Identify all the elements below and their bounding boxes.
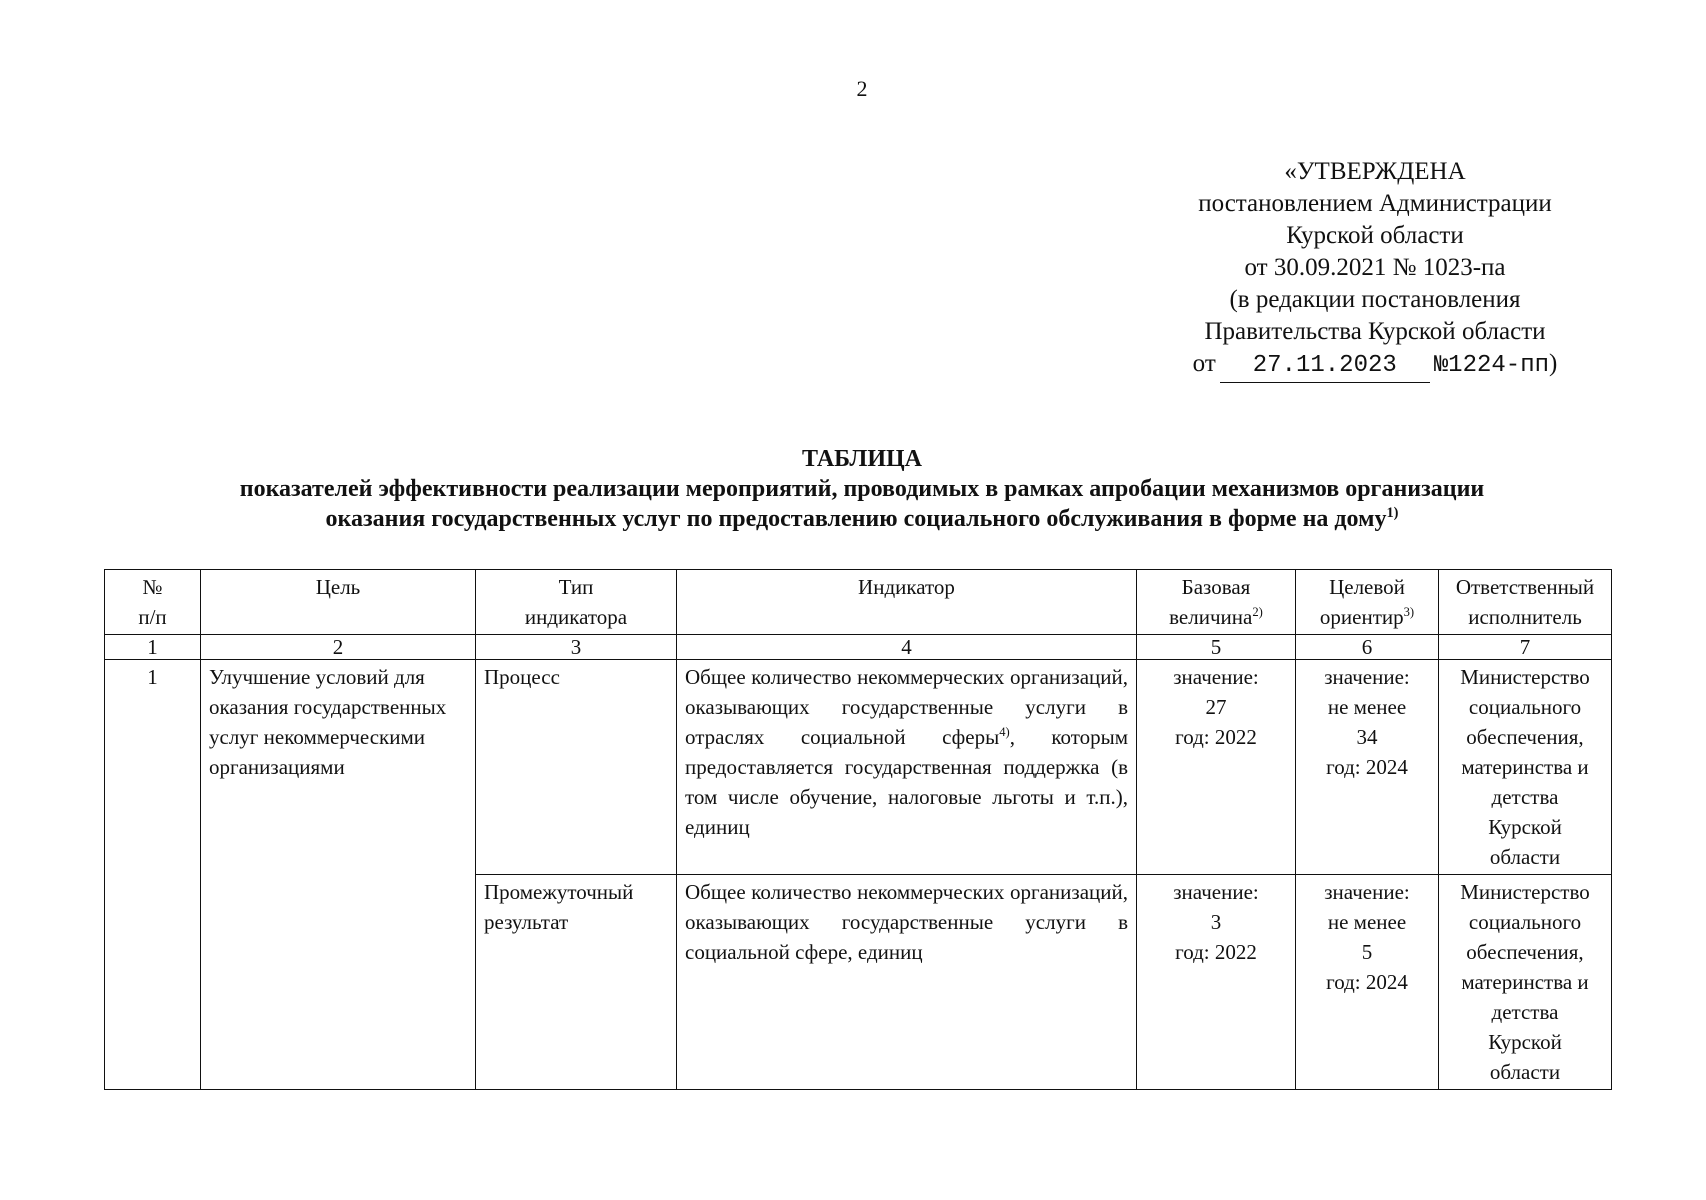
approval-line-5: (в редакции постановления <box>1229 286 1521 313</box>
title-subtitle-line-1: показателей эффективности реализации мероприятий, проводимых в рамках апробации механизмов организации <box>239 476 1485 502</box>
responsible-cell: Министерство социального обеспечения, материнства и детства Курской области <box>1439 875 1612 1090</box>
row-number: 1 <box>105 660 201 1090</box>
approval-line-4: от 30.09.2021 № 1023-па <box>1244 254 1506 281</box>
target-value-cell: значение: не менее 5 год: 2024 <box>1296 875 1439 1090</box>
approval-line-6: Правительства Курской области <box>1204 318 1546 345</box>
approval-number-value: №1224-пп <box>1433 352 1549 379</box>
base-value-cell: значение: 3 год: 2022 <box>1137 875 1296 1090</box>
column-number: 3 <box>476 635 677 660</box>
header-type: Тип индикатора <box>476 570 677 635</box>
indicators-table <box>104 569 1612 1090</box>
column-number: 4 <box>677 635 1137 660</box>
target-value-cell: значение: не менее 34 год: 2024 <box>1296 660 1439 875</box>
table-row <box>105 660 1612 875</box>
title-subtitle-line-2-text: оказания государственных услуг по предоставлению социального обслуживания в форме на дому <box>325 506 1387 532</box>
header-indicator: Индикатор <box>677 570 1137 635</box>
column-number: 1 <box>105 635 201 660</box>
header-num: № п/п <box>105 570 201 635</box>
title-heading: ТАБЛИЦА <box>802 446 922 472</box>
approval-closing: ) <box>1549 350 1558 377</box>
page-number: 2 <box>856 76 868 101</box>
header-goal: Цель <box>201 570 476 635</box>
indicator-type-cell: Промежуточный результат <box>476 875 677 1090</box>
base-value-cell: значение: 27 год: 2022 <box>1137 660 1296 875</box>
column-number: 6 <box>1296 635 1439 660</box>
header-responsible: Ответственный исполнитель <box>1439 570 1612 635</box>
column-number: 2 <box>201 635 476 660</box>
table-header-row <box>105 570 1612 635</box>
approval-line-2: постановлением Администрации <box>1198 190 1552 217</box>
responsible-cell: Министерство социального обеспечения, материнства и детства Курской области <box>1439 660 1612 875</box>
approval-line-1: «УТВЕРЖДЕНА <box>1284 158 1466 185</box>
indicator-cell: Общее количество некоммерческих организаций, оказывающих государственные услуги в отраслях социальной сферы$^{4)}$, которым предоставляется государственная поддержка (в том числе обучение, налоговые льготы и т.п.), единиц <box>677 660 1137 875</box>
document-title <box>0 444 1706 534</box>
approval-line-3: Курской области <box>1286 222 1464 249</box>
indicator-cell: Общее количество некоммерческих организаций, оказывающих государственные услуги в социальной сфере, единиц <box>677 875 1137 1090</box>
approval-stamp <box>1150 156 1600 383</box>
title-subtitle-line-2 <box>0 504 1706 534</box>
column-number-row <box>105 635 1612 660</box>
header-target: Целевой ориентир$^{3)}$ <box>1296 570 1439 635</box>
indicator-type-cell: Процесс <box>476 660 677 875</box>
title-footnote: 1) <box>1386 505 1399 521</box>
approval-date-prefix: от <box>1192 350 1216 377</box>
approval-date-value: 27.11.2023 <box>1220 350 1430 383</box>
goal-cell: Улучшение условий для оказания государственных услуг некоммерческими организациями <box>201 660 476 1090</box>
approval-date-line <box>1150 348 1600 383</box>
column-number: 7 <box>1439 635 1612 660</box>
header-base: Базовая величина$^{2)}$ <box>1137 570 1296 635</box>
column-number: 5 <box>1137 635 1296 660</box>
